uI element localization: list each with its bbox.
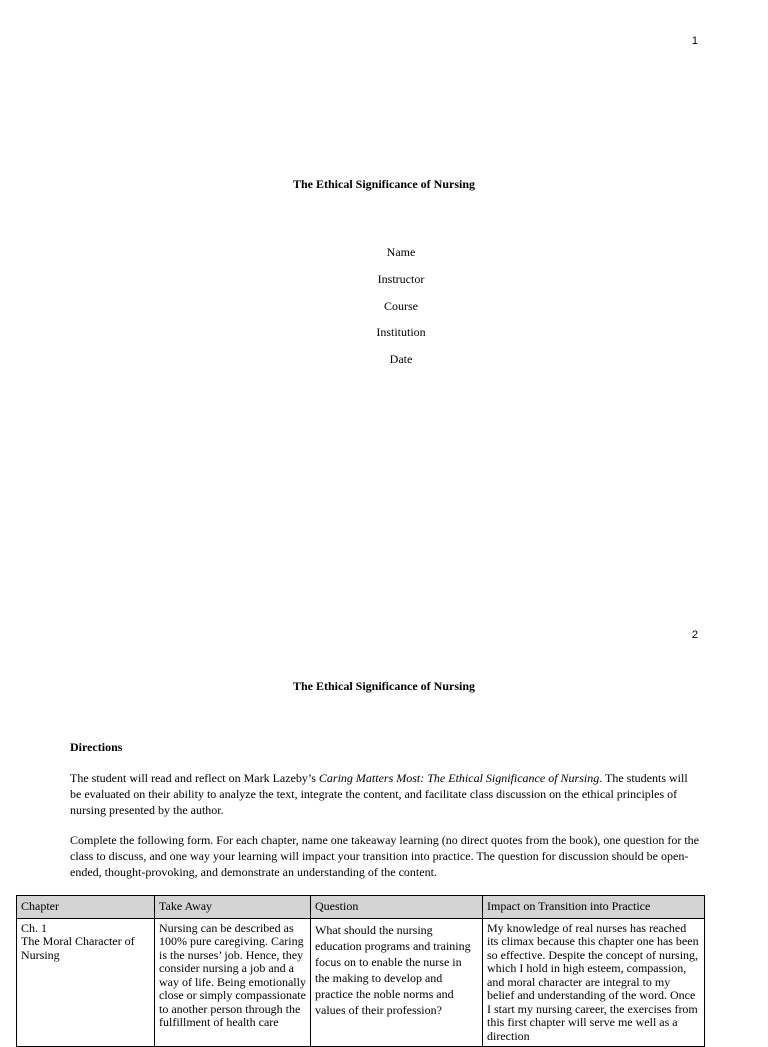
meta-institution: Institution [376,325,426,339]
book-title: Caring Matters Most: The Ethical Significance of Nursing [318,771,600,785]
table-row [17,918,705,1047]
paragraph-text: . The students will be evaluated on their ability to analyze the text, integrate the content, and facilitate class discussion on the ethical principles of nursing presented by the author. [70,771,688,817]
takeaway-cell: Nursing can be described as 100% pure caregiving. Caring is the nurses’ job. Hence, they consider nursing a job and a way of life. Being emotionally close or simply compassionate to another person through the fulfillment of health care [155,918,311,1047]
meta-course: Course [384,299,418,313]
meta-name: Name [386,245,416,259]
meta-instructor: Instructor [377,272,425,286]
chapter-cell [17,918,155,1047]
paragraph-text: The student will read and reflect on Mark Lazeby’s [70,771,319,785]
title-page-title: The Ethical Significance of Nursing [292,177,475,191]
column-header-question: Question [311,896,483,919]
table-header-row [17,896,705,919]
question-cell: What should the nursing education programs and training focus on to enable the nurse in the making to develop and practice the noble norms and values of their profession? [311,918,483,1047]
page-number: 1 [691,35,698,47]
chapter-title: The Moral Character of Nursing [21,934,135,962]
column-header-takeaway: Take Away [155,896,311,919]
chapter-number: Ch. 1 [21,920,48,935]
meta-date: Date [389,352,413,366]
column-header-impact: Impact on Transition into Practice [483,896,705,919]
reflection-form-table [16,895,705,1047]
section-title: The Ethical Significance of Nursing [292,679,475,693]
impact-cell: My knowledge of real nurses has reached its climax because this chapter one has been so effective. Despite the concept of nursing, which I hold in high esteem, compassion, and moral character are integral to my belief and understanding of the word. Once I start my nursing career, the exercises from this first chapter will serve me well as a direction [483,918,705,1047]
page-number: 2 [691,629,698,641]
instructions-paragraph: Complete the following form. For each chapter, name one takeaway learning (no direct quotes from the book), one question for the class to discuss, and one way your learning will impact your transition into practice. The question for discussion should be open-ended, thought-provoking, and demonstrate an understanding of the content. [70,833,699,879]
directions-paragraph [70,770,700,818]
directions-heading: Directions [70,740,123,754]
column-header-chapter: Chapter [17,896,155,919]
